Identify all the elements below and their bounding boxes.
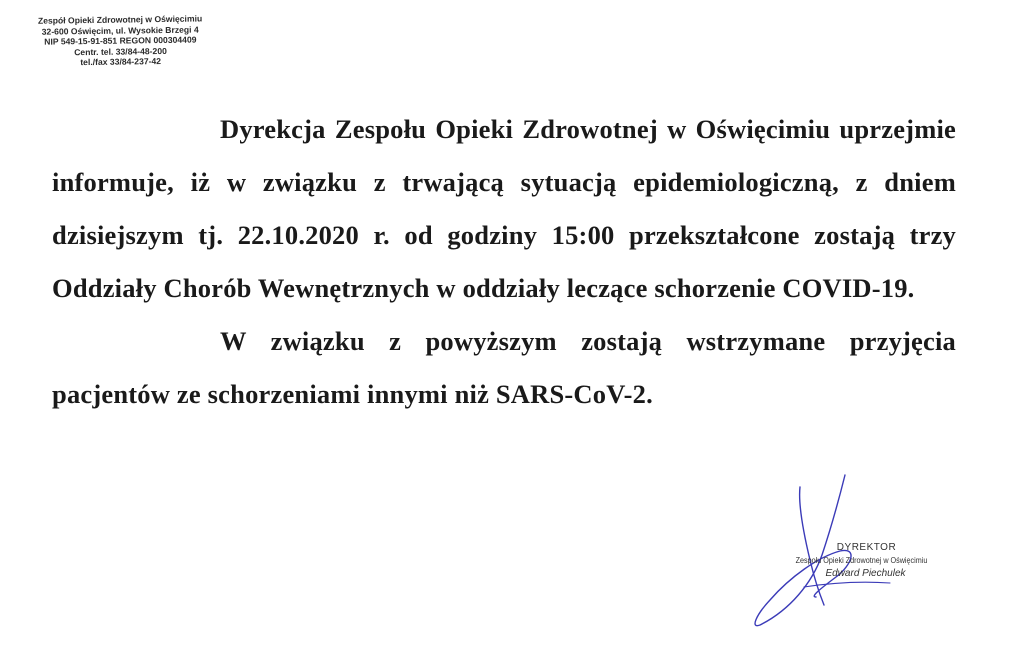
signature-block: [740, 465, 960, 640]
director-name: Edward Piechulek: [825, 568, 906, 579]
notice-body: [52, 103, 956, 421]
paragraph-1-text: Dyrekcja Zespołu Opieki Zdrowotnej w Oświęcimiu uprzejmie informuje, iż w związku z trwającą sytuacją epidemiologiczną, z dniem dzisiejszym tj. 22.10.2020 r. od godziny 15:00 przekształcone zostają trzy Oddziały Chorób Wewnętrznych w oddziały leczące schorzenie COVID-19.: [52, 114, 956, 303]
stamp-line: NIP 549-15-91-851 REGON 000304409: [44, 34, 197, 47]
stamp-line: Centr. tel. 33/84-48-200: [74, 45, 167, 58]
stamp-line: tel./fax 33/84-237-42: [80, 56, 162, 68]
director-title: DYREKTOR: [836, 542, 897, 553]
institution-stamp: [20, 13, 221, 69]
director-stamp: [774, 541, 949, 580]
paragraph-2-text: W związku z powyższym zostają wstrzymane przyjęcia pacjentów ze schorzeniami innymi niż SARS-CoV-2.: [52, 326, 956, 409]
notice-paragraph-1: [52, 103, 956, 315]
notice-paragraph-2: [52, 315, 956, 421]
stamp-line: Zespół Opieki Zdrowotnej w Oświęcimiu: [37, 13, 203, 26]
stamp-line: 32-600 Oświęcim, ul. Wysokie Brzegi 4: [41, 24, 199, 37]
director-organization: Zespołu Opieki Zdrowotnej w Oświęcimiu: [795, 555, 928, 565]
